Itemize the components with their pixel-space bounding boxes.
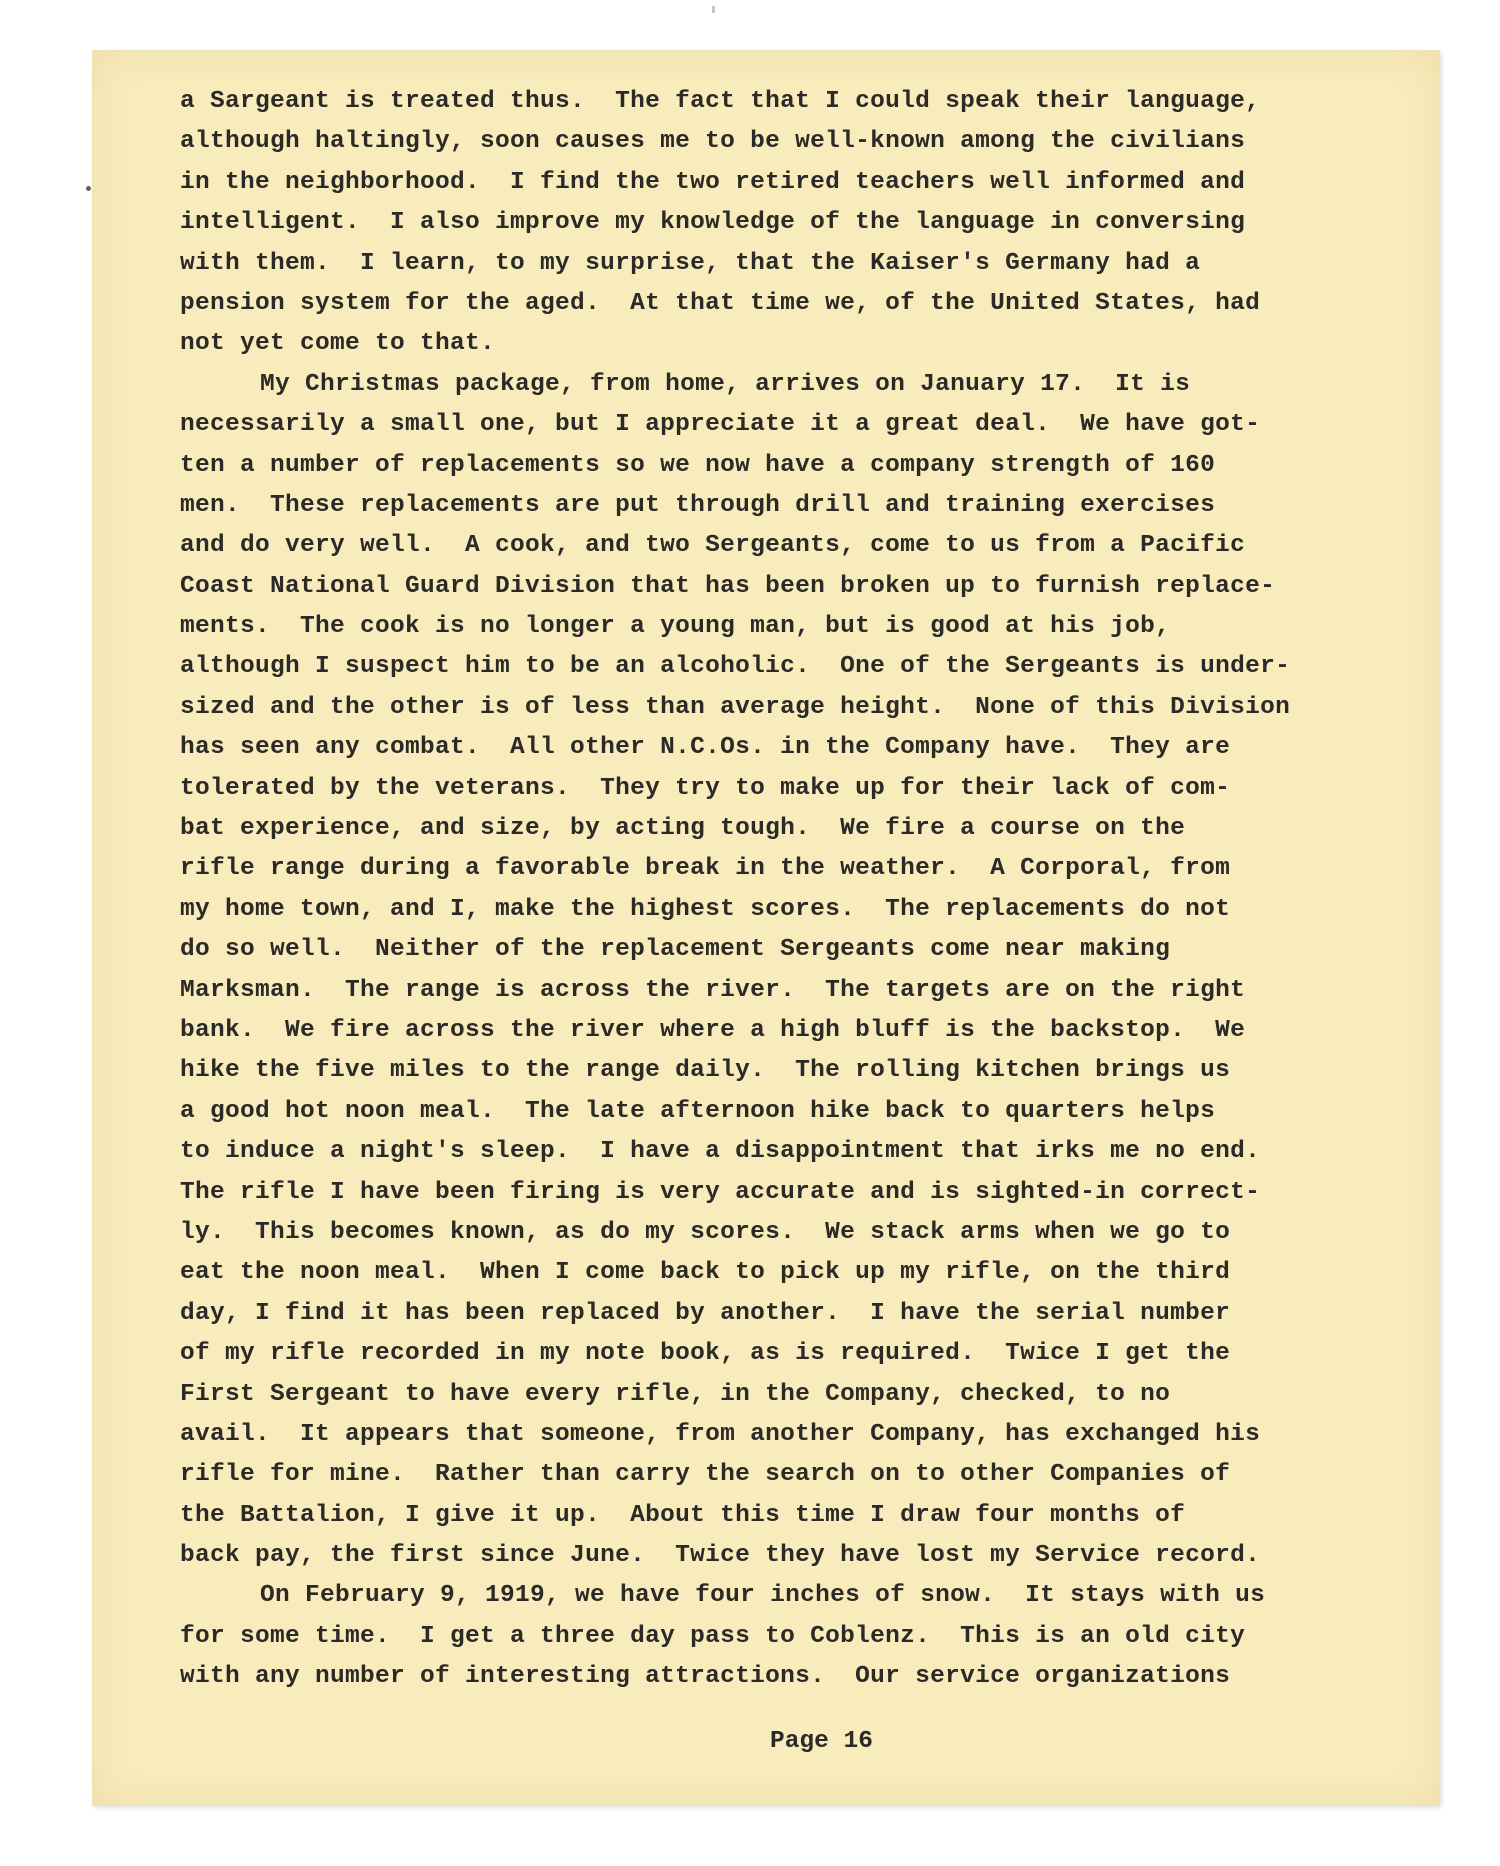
text-line: ments. The cook is no longer a young man, but is good at his job, xyxy=(180,613,1171,641)
text-line: The rifle I have been firing is very accurate and is sighted-in correct- xyxy=(180,1178,1261,1206)
text-line: bat experience, and size, by acting tough. We fire a course on the xyxy=(180,815,1186,843)
text-line: Coast National Guard Division that has been broken up to furnish replace- xyxy=(180,572,1276,600)
text-line: back pay, the first since June. Twice they have lost my Service record. xyxy=(180,1542,1261,1570)
text-line: a Sargeant is treated thus. The fact that I could speak their language, xyxy=(180,88,1261,115)
paper-speck xyxy=(86,186,91,191)
page-number: Page 16 xyxy=(770,1728,873,1755)
text-line: rifle for mine. Rather than carry the search on to other Companies of xyxy=(180,1461,1231,1489)
text-line: of my rifle recorded in my note book, as is required. Twice I get the xyxy=(180,1340,1231,1368)
text-line: men. These replacements are put through drill and training exercises xyxy=(180,491,1216,519)
text-line: ten a number of replacements so we now have a company strength of 160 xyxy=(180,451,1216,479)
text-line: my home town, and I, make the highest scores. The replacements do not xyxy=(180,895,1231,923)
text-line: eat the noon meal. When I come back to pick up my rifle, on the third xyxy=(180,1259,1231,1287)
text-line: with them. I learn, to my surprise, that the Kaiser's Germany had a xyxy=(180,249,1201,277)
text-line: hike the five miles to the range daily. The rolling kitchen brings us xyxy=(180,1057,1231,1085)
text-line: has seen any combat. All other N.C.Os. in the Company have. They are xyxy=(180,734,1231,762)
text-line: although I suspect him to be an alcoholic. One of the Sergeants is under- xyxy=(180,653,1291,681)
text-line: sized and the other is of less than average height. None of this Division xyxy=(180,693,1291,721)
text-line: My Christmas package, from home, arrives on January 17. It is xyxy=(260,370,1191,398)
text-line: for some time. I get a three day pass to Coblenz. This is an old city xyxy=(180,1622,1246,1650)
text-line: to induce a night's sleep. I have a disappointment that irks me no end. xyxy=(180,1138,1261,1166)
text-line: in the neighborhood. I find the two retired teachers well informed and xyxy=(180,168,1246,196)
text-line: avail. It appears that someone, from another Company, has exchanged his xyxy=(180,1420,1261,1448)
text-line: On February 9, 1919, we have four inches of snow. It stays with us xyxy=(260,1582,1266,1610)
scan-mark xyxy=(712,6,715,13)
document-body xyxy=(180,82,1420,1698)
text-line: do so well. Neither of the replacement Sergeants come near making xyxy=(180,936,1171,964)
text-line: tolerated by the veterans. They try to make up for their lack of com- xyxy=(180,774,1231,802)
text-line: the Battalion, I give it up. About this time I draw four months of xyxy=(180,1501,1186,1529)
text-line: ly. This becomes known, as do my scores. We stack arms when we go to xyxy=(180,1218,1231,1246)
text-line: Marksman. The range is across the river. The targets are on the right xyxy=(180,976,1246,1004)
text-line: a good hot noon meal. The late afternoon hike back to quarters helps xyxy=(180,1097,1216,1125)
text-line: First Sergeant to have every rifle, in the Company, checked, to no xyxy=(180,1380,1171,1408)
text-line: not yet come to that. xyxy=(180,330,496,358)
text-line: necessarily a small one, but I appreciate it a great deal. We have got- xyxy=(180,411,1261,439)
text-line: intelligent. I also improve my knowledge of the language in conversing xyxy=(180,209,1246,237)
text-line: rifle range during a favorable break in the weather. A Corporal, from xyxy=(180,855,1231,883)
text-line: and do very well. A cook, and two Sergeants, come to us from a Pacific xyxy=(180,532,1246,560)
text-line: pension system for the aged. At that time we, of the United States, had xyxy=(180,289,1261,317)
text-line: with any number of interesting attractions. Our service organizations xyxy=(180,1663,1231,1691)
text-line: bank. We fire across the river where a high bluff is the backstop. We xyxy=(180,1016,1246,1044)
text-line: although haltingly, soon causes me to be well-known among the civilians xyxy=(180,128,1246,156)
text-line: day, I find it has been replaced by another. I have the serial number xyxy=(180,1299,1231,1327)
